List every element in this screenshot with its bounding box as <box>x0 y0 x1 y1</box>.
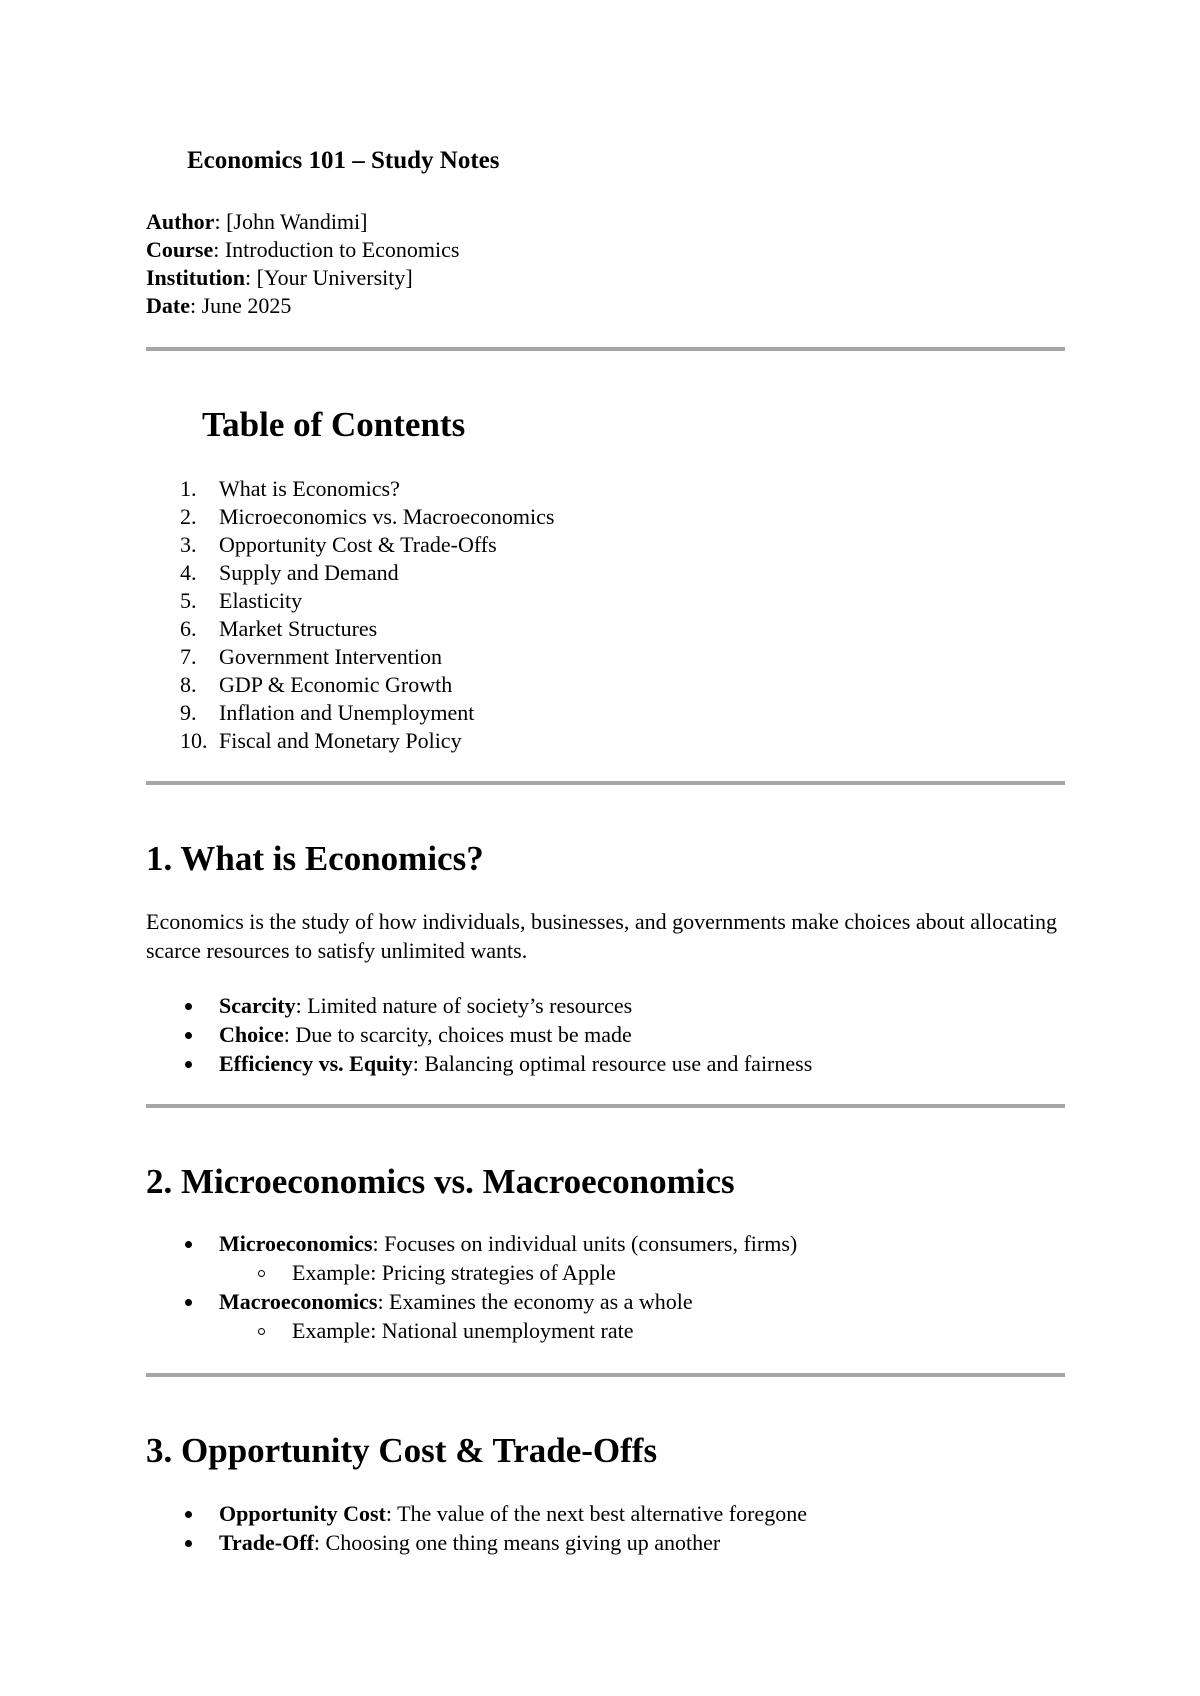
toc-number: 9. <box>180 700 197 725</box>
meta-label: Author <box>146 209 215 234</box>
meta-value: : Introduction to Economics <box>213 237 460 262</box>
divider <box>146 1104 1065 1108</box>
section-heading: 2. Microeconomics vs. Macroeconomics <box>146 1162 735 1201</box>
toc-text: Market Structures <box>219 616 378 641</box>
bullet-term: Trade-Off <box>219 1530 314 1555</box>
bullet-desc: : The value of the next best alternative foregone <box>385 1501 807 1526</box>
toc-number: 2. <box>180 504 197 529</box>
meta-label: Course <box>146 237 214 262</box>
bullet-desc: : Limited nature of society’s resources <box>295 993 633 1018</box>
bullet-icon <box>185 1003 192 1010</box>
toc-number: 5. <box>180 588 197 613</box>
toc-number: 1. <box>180 476 197 501</box>
bullet-icon <box>185 1540 192 1547</box>
toc-number: 10. <box>180 728 208 753</box>
toc-heading: Table of Contents <box>202 405 466 444</box>
bullet-icon <box>185 1241 192 1248</box>
section-heading: 1. What is Economics? <box>146 839 484 878</box>
toc-number: 3. <box>180 532 197 557</box>
sub-bullet-icon <box>258 1270 265 1277</box>
toc-number: 6. <box>180 616 197 641</box>
meta-value: : June 2025 <box>189 293 292 318</box>
divider <box>146 347 1065 351</box>
bullet-icon <box>185 1299 192 1306</box>
toc-number: 8. <box>180 672 197 697</box>
document-title: Economics 101 – Study Notes <box>187 147 500 174</box>
toc-number: 7. <box>180 644 197 669</box>
meta-institution <box>146 264 413 292</box>
meta-author <box>146 208 368 236</box>
toc-text: Government Intervention <box>219 644 442 669</box>
bullet-icon <box>185 1032 192 1039</box>
toc-text: Microeconomics vs. Macroeconomics <box>219 504 555 529</box>
toc-text: Inflation and Unemployment <box>219 700 475 725</box>
toc-text: Opportunity Cost & Trade-Offs <box>219 532 497 557</box>
bullet-term: Choice <box>219 1022 284 1047</box>
toc-text: GDP & Economic Growth <box>219 672 453 697</box>
bullet-desc: : Examines the economy as a whole <box>377 1289 693 1314</box>
meta-value: : [John Wandimi] <box>214 209 368 234</box>
meta-date <box>146 292 291 320</box>
bullet-term: Efficiency vs. Equity <box>219 1051 413 1076</box>
bullet-desc: : Balancing optimal resource use and fairness <box>412 1051 813 1076</box>
bullet-term: Opportunity Cost <box>219 1501 386 1526</box>
section-heading: 3. Opportunity Cost & Trade-Offs <box>146 1431 658 1470</box>
meta-course <box>146 236 459 264</box>
sub-bullet-icon <box>258 1328 265 1335</box>
meta-label: Institution <box>146 265 246 290</box>
meta-label: Date <box>146 293 190 318</box>
toc-text: Fiscal and Monetary Policy <box>219 728 462 753</box>
toc-number: 4. <box>180 560 197 585</box>
bullet-desc: : Due to scarcity, choices must be made <box>283 1022 632 1047</box>
toc-text: Elasticity <box>219 588 303 613</box>
bullet-desc: : Focuses on individual units (consumers, firms) <box>372 1231 798 1256</box>
bullet-term: Scarcity <box>219 993 296 1018</box>
section-paragraph: Economics is the study of how individuals, businesses, and governments make choices about allocating scarce resources to satisfy unlimited wants. <box>146 909 1057 963</box>
bullet-term: Microeconomics <box>219 1231 373 1256</box>
bullet-icon <box>185 1061 192 1068</box>
sub-bullet-text: Example: National unemployment rate <box>292 1318 634 1343</box>
divider <box>146 1373 1065 1377</box>
sub-bullet-text: Example: Pricing strategies of Apple <box>292 1260 616 1285</box>
bullet-term: Macroeconomics <box>219 1289 378 1314</box>
bullet-desc: : Choosing one thing means giving up another <box>313 1530 721 1555</box>
toc-text: Supply and Demand <box>219 560 399 585</box>
meta-value: : [Your University] <box>245 265 413 290</box>
divider <box>146 781 1065 785</box>
toc-text: What is Economics? <box>219 476 400 501</box>
bullet-icon <box>185 1511 192 1518</box>
